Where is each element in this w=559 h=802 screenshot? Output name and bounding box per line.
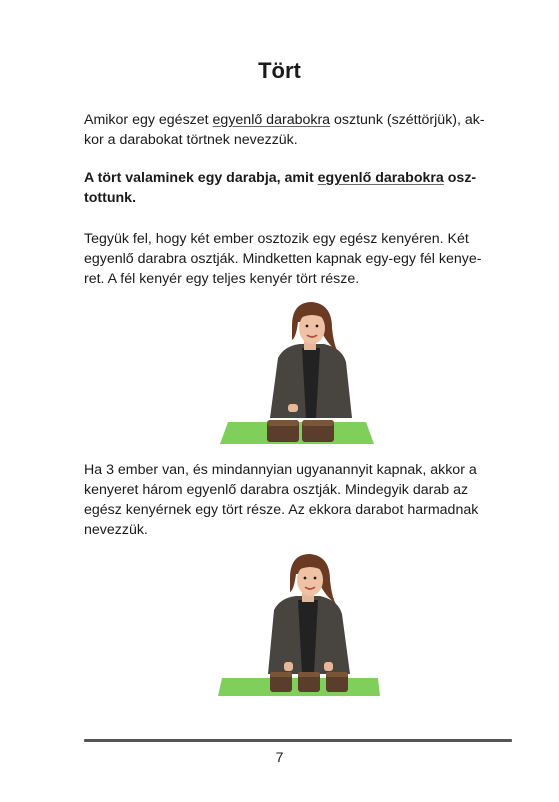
woman-cutting-bread-in-halves-illustration xyxy=(218,300,376,446)
halves-line-1: Tegyük fel, hogy két ember osztozik egy egész kenyéren. Két xyxy=(84,231,469,247)
intro-line-2: kor a darabokat törtnek nevezzük. xyxy=(84,132,298,148)
thirds-paragraph xyxy=(84,460,512,540)
intro-paragraph xyxy=(84,110,512,150)
halves-line-3: ret. A fél kenyér egy teljes kenyér tört része. xyxy=(84,271,360,287)
thirds-line-1: Ha 3 ember van, és mindannyian ugyanannyit kapnak, akkor a xyxy=(84,462,477,478)
hand xyxy=(284,662,293,671)
page-title: Tört xyxy=(258,58,301,83)
definition-line-2: tottunk. xyxy=(84,190,137,206)
hand xyxy=(324,662,333,671)
halves-paragraph xyxy=(84,229,512,289)
hand xyxy=(288,404,298,412)
woman-cutting-bread-in-thirds-illustration xyxy=(214,550,384,700)
underlined-term: egyenlő darabokra xyxy=(212,112,331,128)
footer-divider xyxy=(84,739,512,742)
thirds-line-3: egész kenyérnek egy tört része. Az ekkora darabot harmadnak xyxy=(84,502,479,518)
intro-line-1: Amikor egy egészet egyenlő darabokra osztunk (széttörjük), ak- xyxy=(84,112,485,128)
definition-line-1: A tört valaminek egy darabja, amit egyenlő darabokra osz- xyxy=(84,170,477,186)
halves-line-2: egyenlő darabra osztják. Mindketten kapnak egy-egy fél kenye- xyxy=(84,251,482,267)
definition-paragraph xyxy=(84,168,512,208)
page-number: 7 xyxy=(275,749,284,765)
thirds-line-2: kenyeret három egyenlő darabra osztják. Mindegyik darab az xyxy=(84,482,469,498)
thirds-line-4: nevezzük. xyxy=(84,522,148,538)
underlined-term: egyenlő darabokra xyxy=(317,170,444,186)
